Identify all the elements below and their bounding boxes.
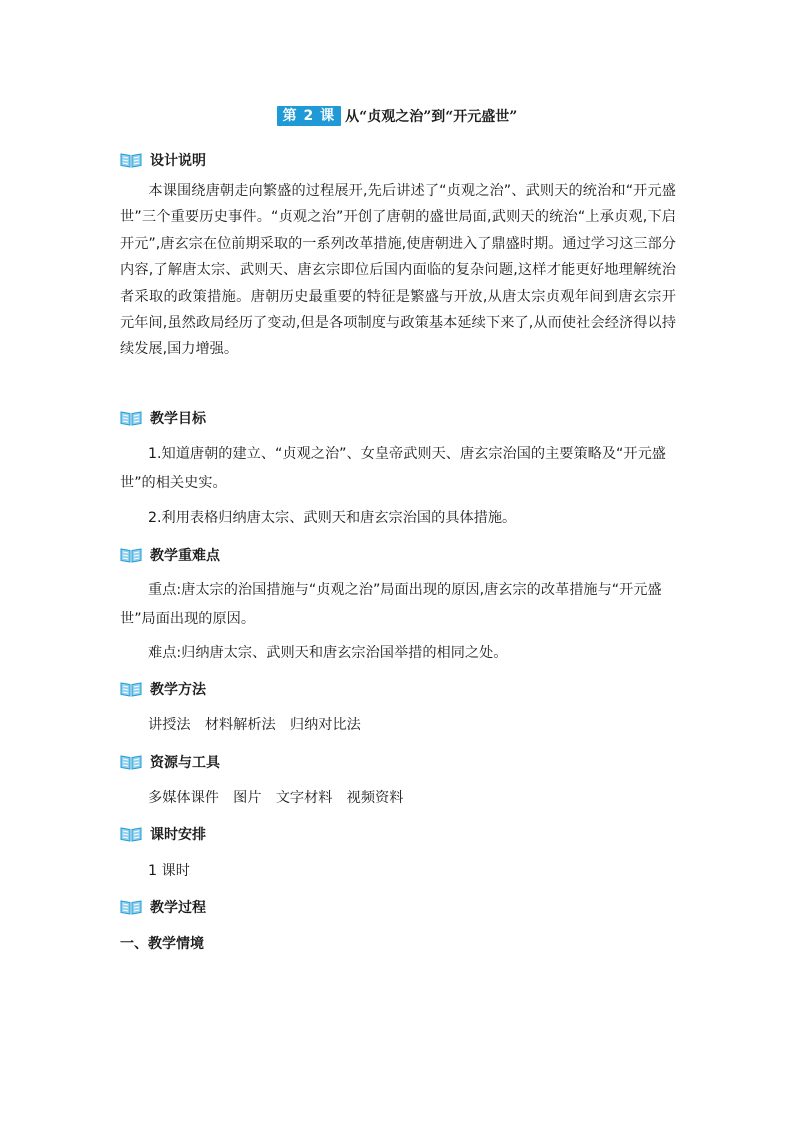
section-heading-process <box>120 897 206 917</box>
goal-item-1: 1.知道唐朝的建立、“贞观之治”、女皇帝武则天、唐玄宗治国的主要策略及“开元盛世”的相关史实。 <box>120 446 666 491</box>
section-heading-resources <box>120 752 220 772</box>
open-book-icon <box>120 681 142 697</box>
section-heading-methods <box>120 679 206 699</box>
section-label: 教学方法 <box>150 682 206 698</box>
open-book-icon <box>120 547 142 563</box>
section-heading-key-points <box>120 545 220 565</box>
section-heading-goals <box>120 408 206 428</box>
goal-item-2: 2.利用表格归纳唐太宗、武则天和唐玄宗治国的具体措施。 <box>148 510 517 526</box>
key-point: 重点:唐太宗的治国措施与“贞观之治”局面出现的原因,唐玄宗的改革措施与“开元盛世”局面出现的原因。 <box>120 582 662 627</box>
section-heading-design <box>120 150 206 170</box>
difficult-point: 难点:归纳唐太宗、武则天和唐玄宗治国举措的相同之处。 <box>148 645 508 661</box>
schedule-text: 1 课时 <box>148 863 190 879</box>
section-label: 教学过程 <box>150 900 206 916</box>
section-heading-schedule <box>120 824 206 844</box>
open-book-icon <box>120 899 142 915</box>
section-label: 课时安排 <box>150 827 206 843</box>
section-label: 教学重难点 <box>150 548 220 564</box>
resources-list: 多媒体课件 图片 文字材料 视频资料 <box>148 790 404 806</box>
open-book-icon <box>120 826 142 842</box>
lesson-title: 从“贞观之治”到“开元盛世” <box>345 109 518 125</box>
lesson-title-row <box>0 106 794 126</box>
section-label: 设计说明 <box>150 153 206 169</box>
open-book-icon <box>120 754 142 770</box>
section-label: 资源与工具 <box>150 755 220 771</box>
methods-list: 讲授法 材料解析法 归纳对比法 <box>148 717 361 733</box>
lesson-number-badge: 第 2 课 <box>277 106 342 126</box>
open-book-icon <box>120 410 142 426</box>
open-book-icon <box>120 152 142 168</box>
design-description: 本课围绕唐朝走向繁盛的过程展开,先后讲述了“贞观之治”、武则天的统治和“开元盛世”三个重要历史事件。“贞观之治”开创了唐朝的盛世局面,武则天的统治“上承贞观,下启开元”,唐玄宗在位前期采取的一系列改革措施,使唐朝进入了鼎盛时期。通过学习这三部分内容,了解唐太宗、武则天、唐玄宗即位后国内面临的复杂问题,这样才能更好地理解统治者采取的政策措施。唐朝历史最重要的特征是繁盛与开放,从唐太宗贞观年间到唐玄宗开元年间,虽然政局经历了变动,但是各项制度与政策基本延续下来了,从而使社会经济得以持续发展,国力增强。 <box>120 183 676 358</box>
sub-heading-teaching-context: 一、教学情境 <box>120 936 204 952</box>
section-label: 教学目标 <box>150 411 206 427</box>
